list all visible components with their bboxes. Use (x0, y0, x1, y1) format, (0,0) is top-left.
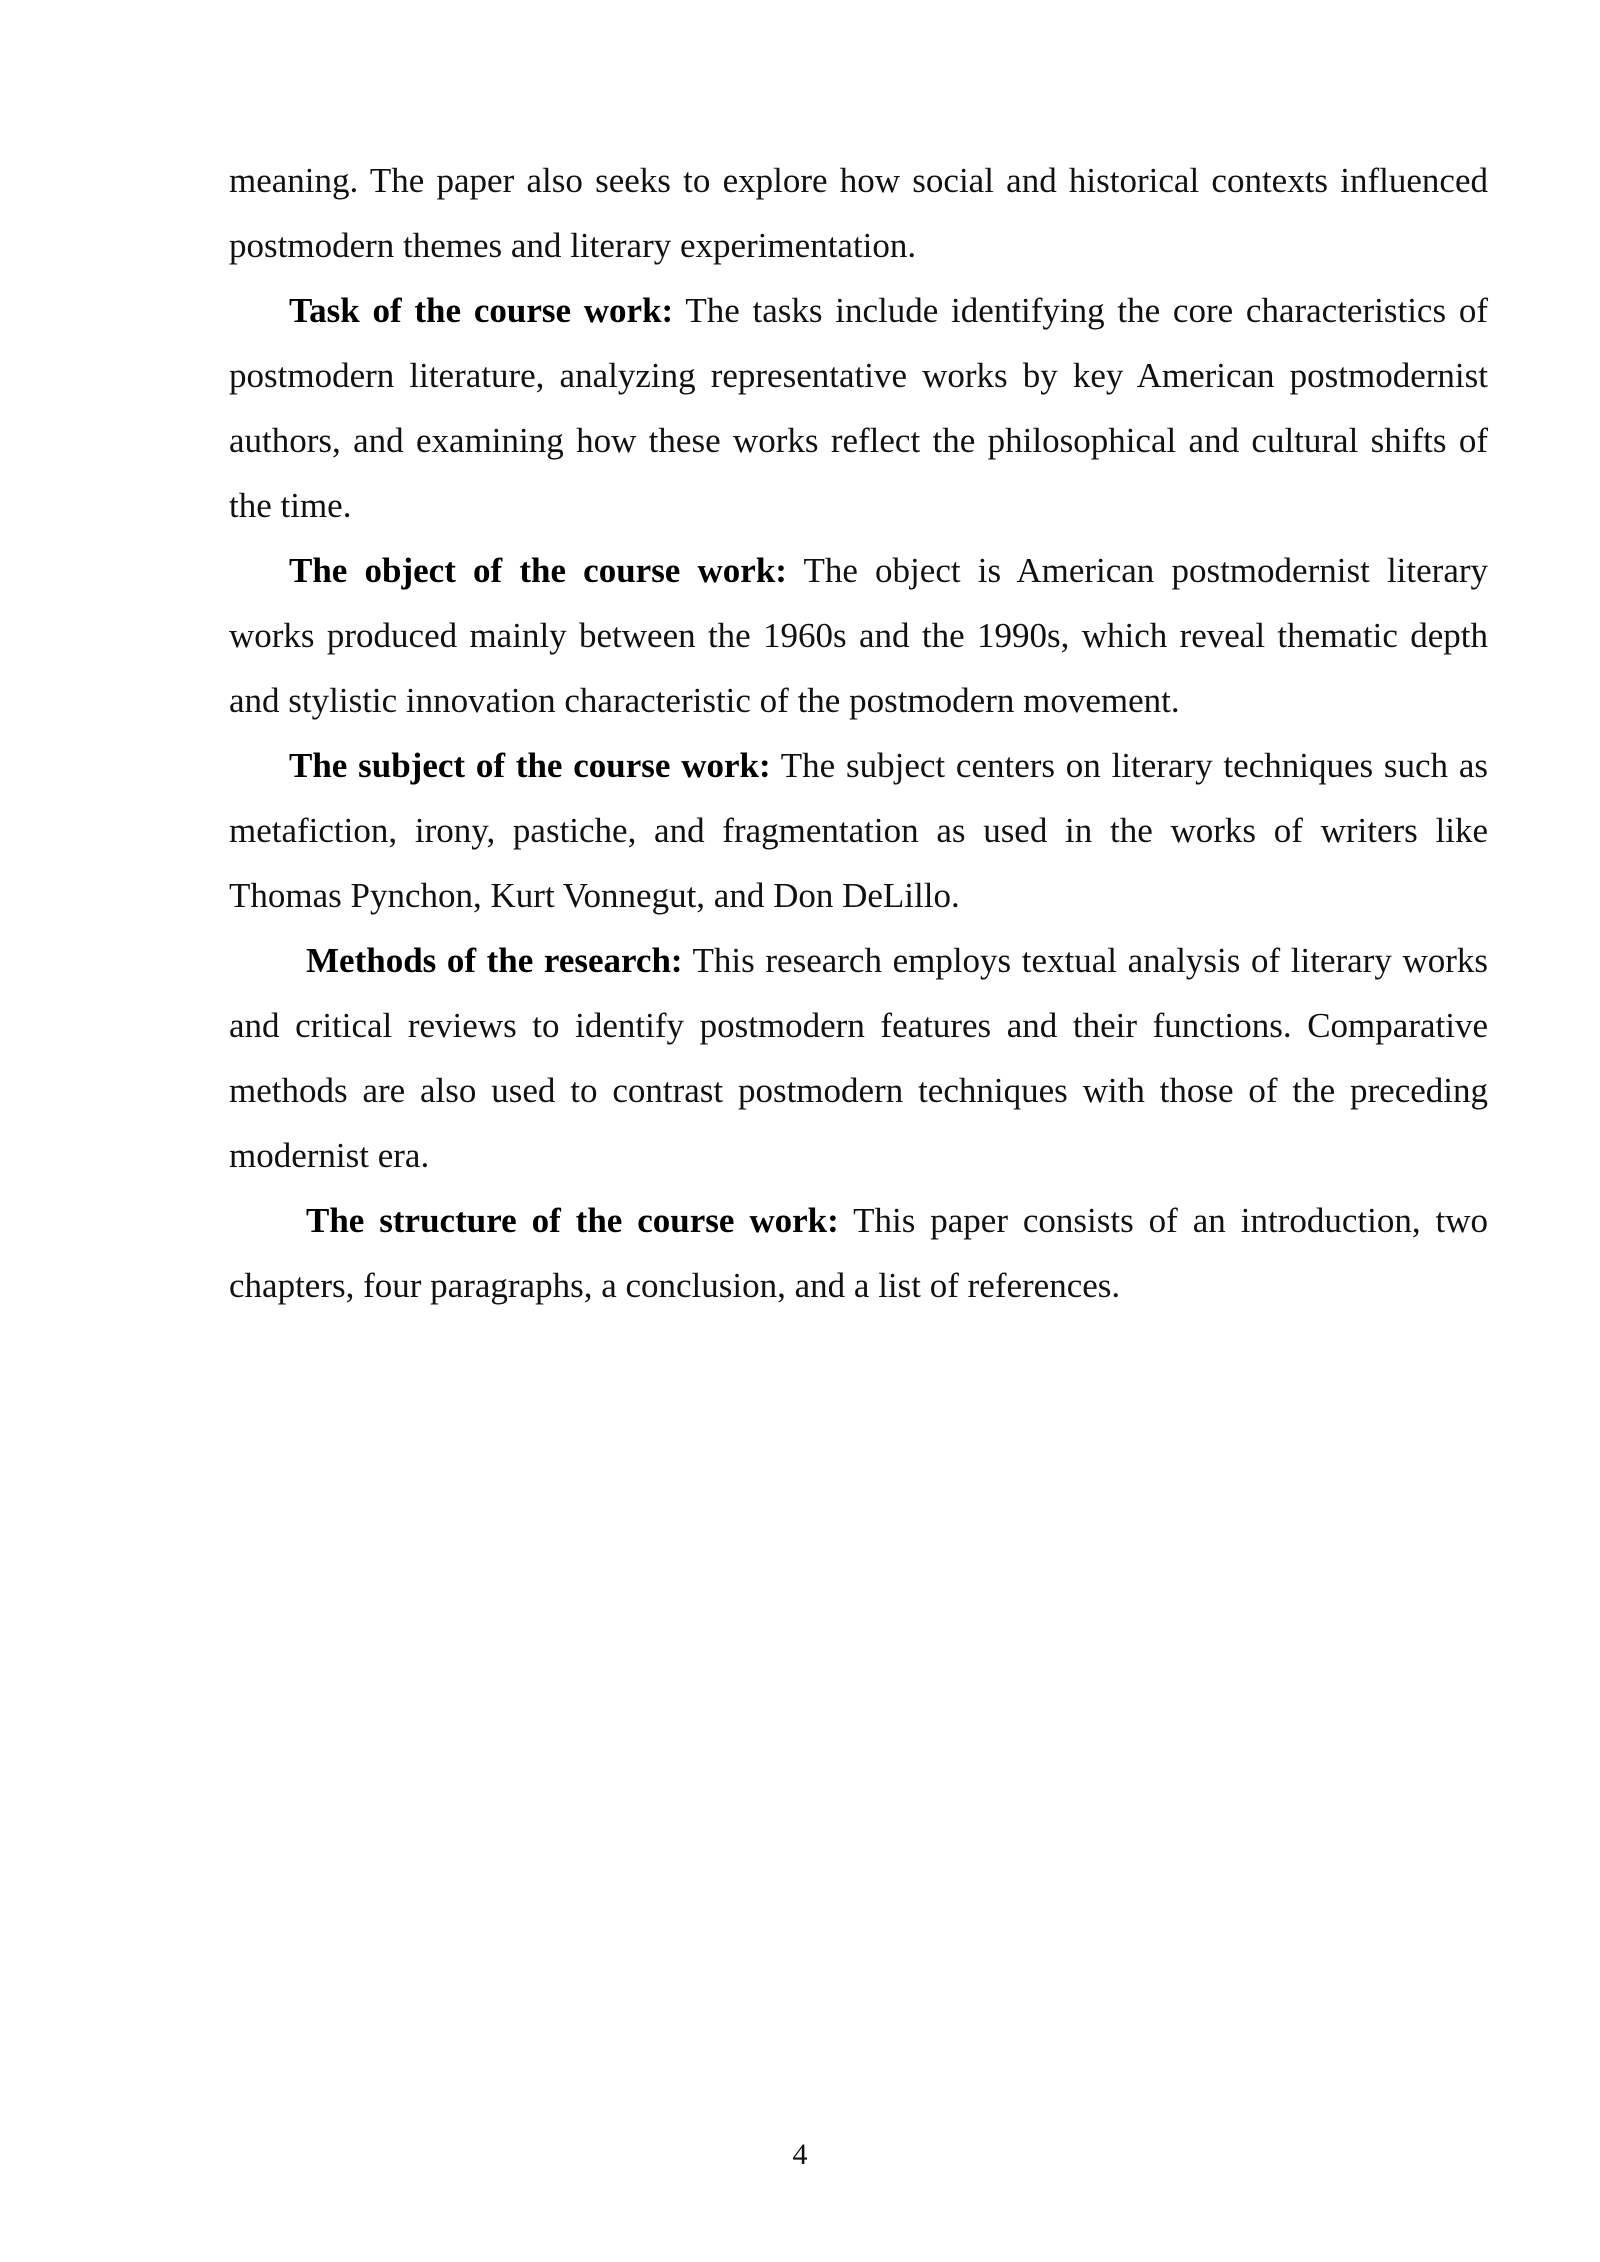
paragraph-methods (229, 928, 1488, 1188)
paragraph-purpose-continued (229, 148, 1488, 278)
body-text (229, 148, 1488, 1318)
paragraph-text: The tasks include identifying the core characteristics of postmodern literature, analyzing representative works by key American postmodernist authors, and examining how these works reflect the philosophical and cultural shifts of the time. (229, 291, 1488, 525)
paragraph-object (229, 538, 1488, 733)
paragraph-subject (229, 733, 1488, 928)
paragraph-text: The subject centers on literary techniques such as metafiction, irony, pastiche, and fragmentation as used in the works of writers like Thomas Pynchon, Kurt Vonnegut, and Don DeLillo. (229, 746, 1488, 915)
paragraph-heading-methods: Methods of the research: (306, 941, 683, 980)
paragraph-heading-structure: The structure of the course work: (306, 1201, 839, 1240)
paragraph-structure (229, 1188, 1488, 1318)
paragraph-heading-task: Task of the course work: (289, 291, 674, 330)
paragraph-text: This research employs textual analysis of literary works and critical reviews to identify postmodern features and their functions. Comparative methods are also used to contrast postmodern techniques with those of the preceding modernist era. (229, 941, 1488, 1175)
paragraph-heading-subject: The subject of the course work: (289, 746, 771, 785)
paragraph-heading-object: The object of the course work: (289, 551, 787, 590)
paragraph-text: The object is American postmodernist literary works produced mainly between the 1960s and the 1990s, which reveal thematic depth and stylistic innovation characteristic of the postmodern movement. (229, 551, 1489, 720)
paragraph-task (229, 278, 1488, 538)
paragraph-text: meaning. The paper also seeks to explore how social and historical contexts influenced postmodern themes and literary experimentation. (229, 161, 1488, 265)
paragraph-text: This paper consists of an introduction, two chapters, four paragraphs, a conclusion, and a list of references. (229, 1201, 1488, 1305)
page-number: 4 (792, 2138, 808, 2171)
